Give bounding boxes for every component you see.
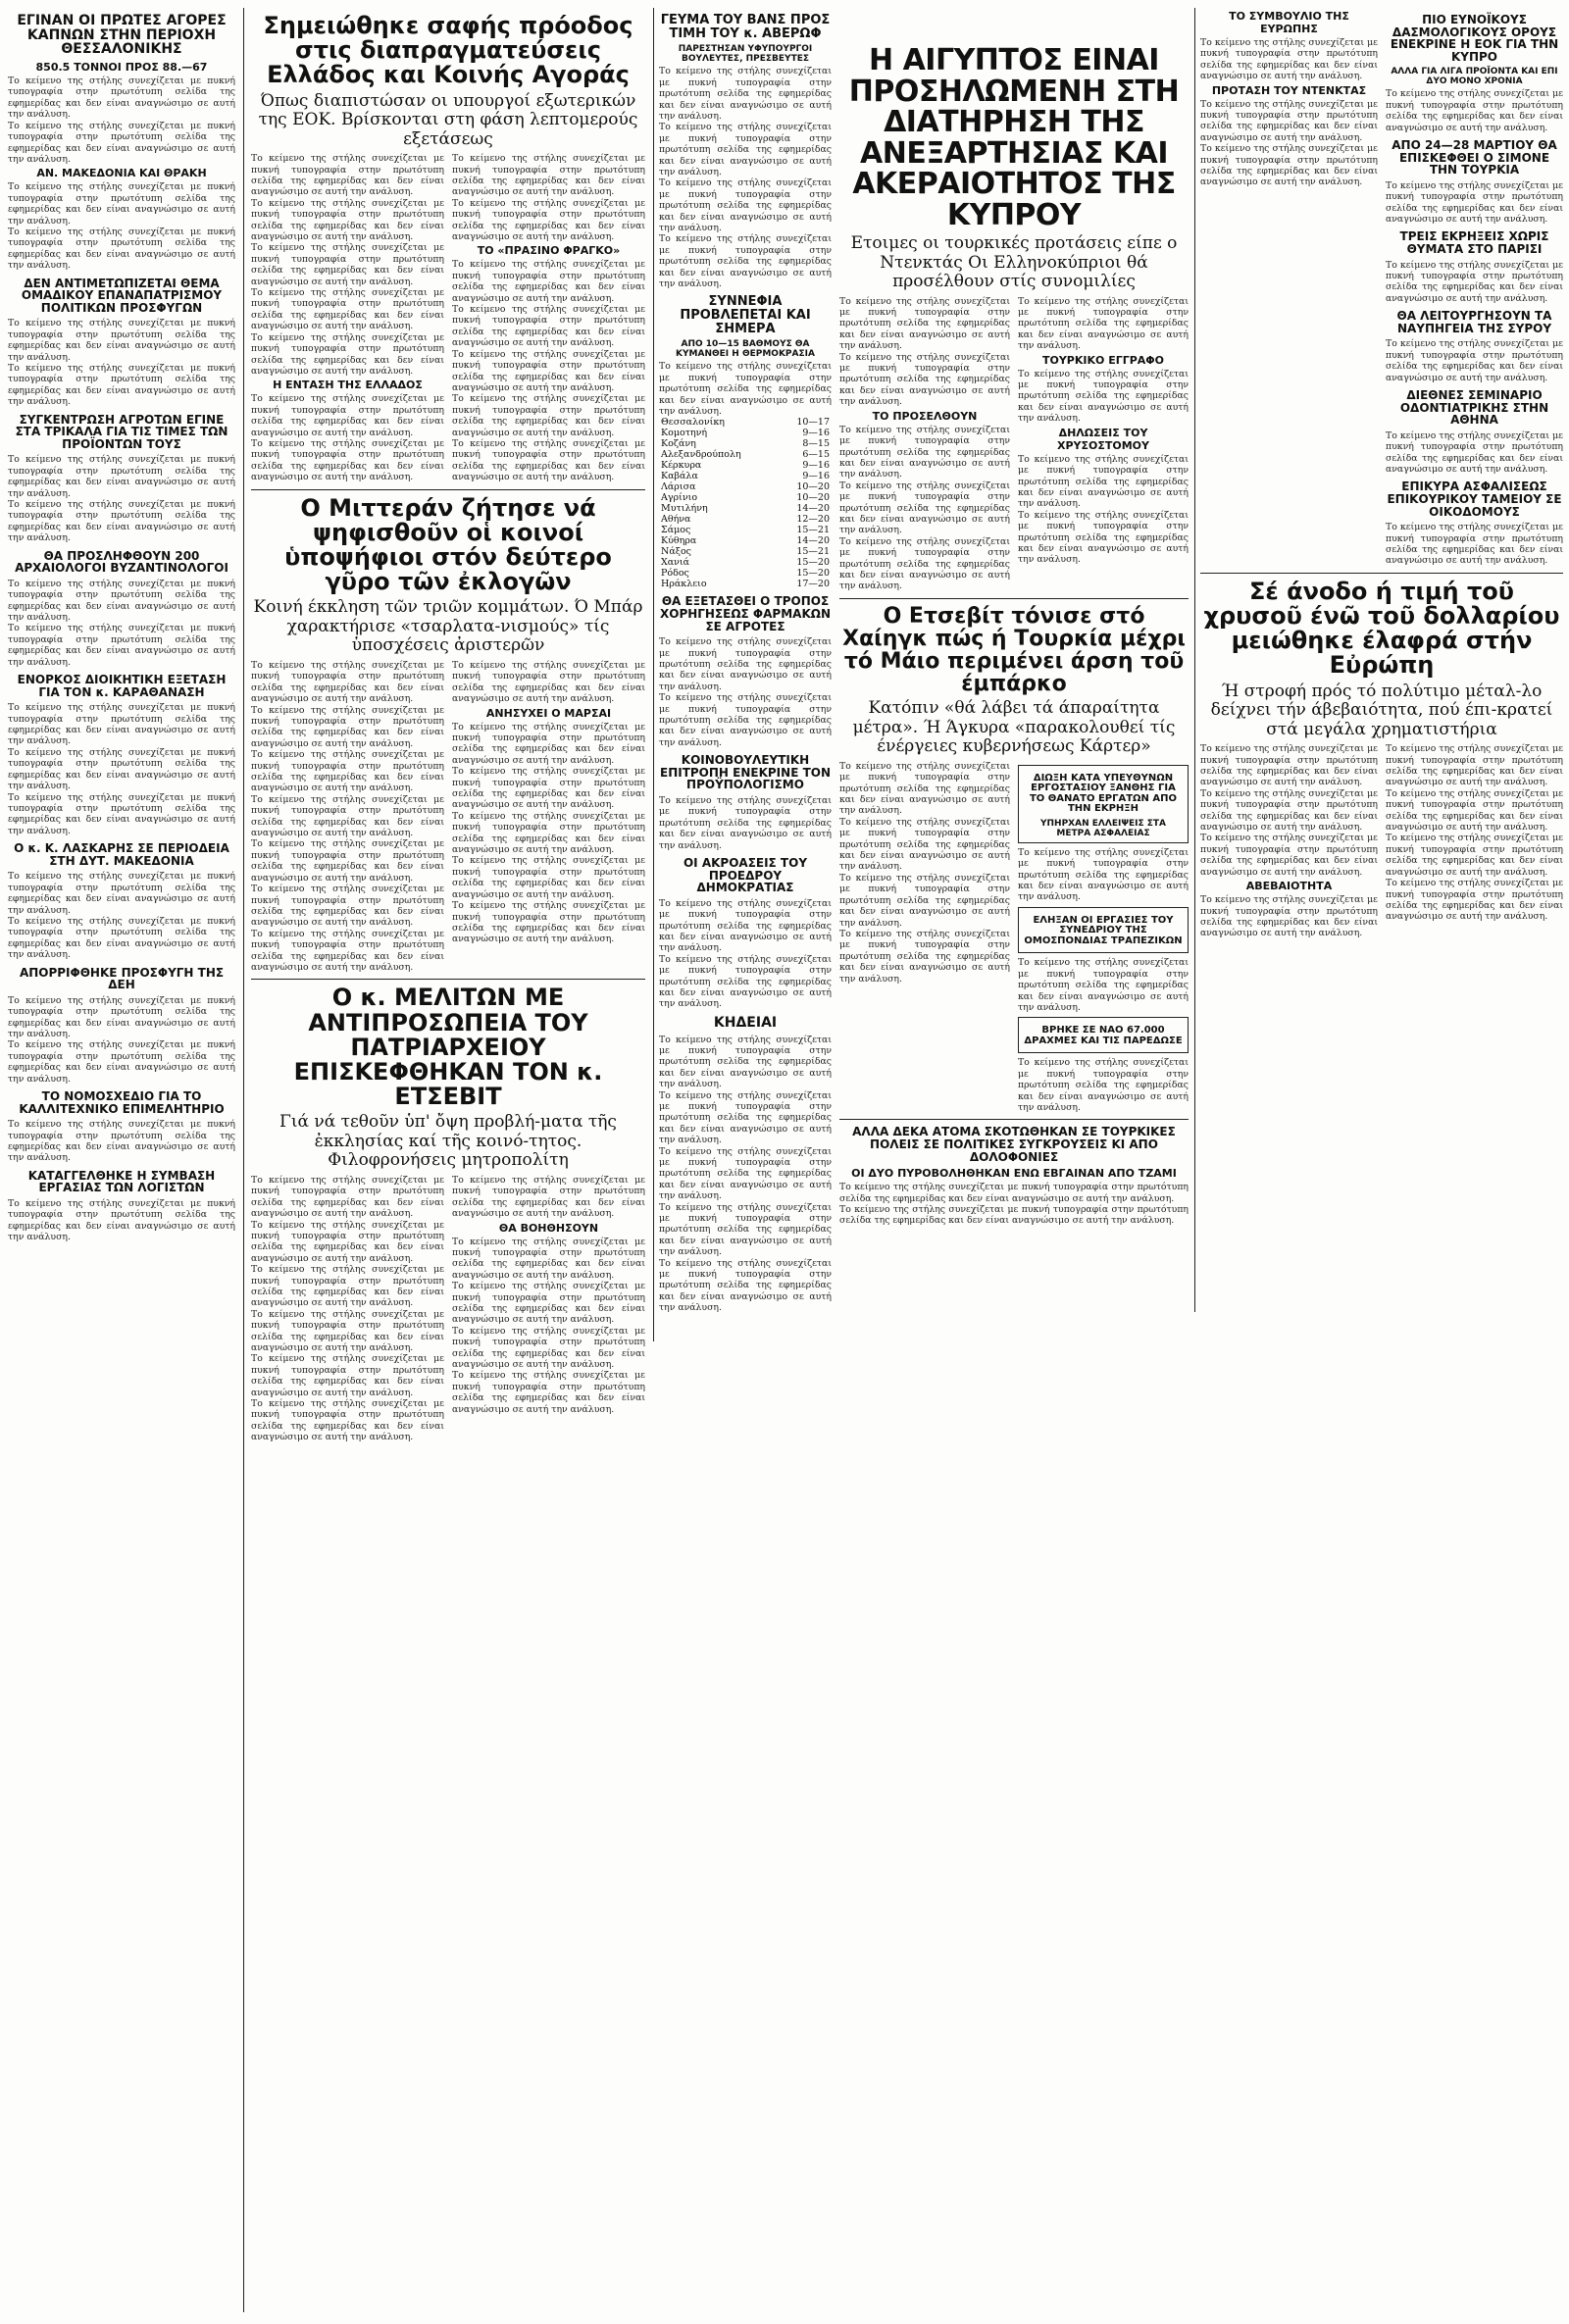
temperature-range: 9—16 xyxy=(802,471,830,482)
article-text: Το κείμενο της στήλης συνεχίζεται με πυκνή τυπογραφία στην πρωτότυπη σελίδα της εφημερίδας και δεν είναι αναγνώσιμο σε αυτή την ανάλυση. xyxy=(1386,787,1563,834)
article-text: Το κείμενο της στήλης συνεχίζεται με πυκνή τυπογραφία στην πρωτότυπη σελίδα της εφημερίδας και δεν είναι αναγνώσιμο σε αυτή την ανάλυση. xyxy=(1386,743,1563,788)
article-text: Το κείμενο της στήλης συνεχίζεται με πυκνή τυπογραφία στην πρωτότυπη σελίδα της εφημερίδας και δεν είναι αναγνώσιμο σε αυτή την ανάλυση. xyxy=(452,197,645,243)
article-text: Το κείμενο της στήλης συνεχίζεται με πυκνή τυπογραφία στην πρωτότυπη σελίδα της εφημερίδας και δεν είναι αναγνώσιμο σε αυτή την ανάλυση. xyxy=(659,233,832,289)
article-text: Το κείμενο της στήλης συνεχίζεται με πυκνή τυπογραφία στην πρωτότυπη σελίδα της εφημερίδας και δεν είναι αναγνώσιμο σε αυτή την ανάλυση. xyxy=(1386,878,1563,923)
article-text: Το κείμενο της στήλης συνεχίζεται με πυκνή τυπογραφία στην πρωτότυπη σελίδα της εφημερίδας και δεν είναι αναγνώσιμο σε αυτή την ανάλυση. xyxy=(1018,846,1189,903)
city-name: Θεσσαλονίκη xyxy=(661,417,725,429)
temperature-range: 17—20 xyxy=(796,579,830,590)
box-xanthi xyxy=(1018,765,1189,843)
article-text: Το κείμενο της στήλης συνεχίζεται με πυκνή τυπογραφία στην πρωτότυπη σελίδα της εφημερίδας και δεν είναι αναγνώσιμο σε αυτή την ανάλυση. xyxy=(1200,37,1378,82)
article-text: Το κείμενο της στήλης συνεχίζεται με πυκνή τυπογραφία στην πρωτότυπη σελίδα της εφημερίδας και δεν είναι αναγνώσιμο σε αυτή την ανάλυση. xyxy=(251,437,444,483)
temperature-row xyxy=(659,460,832,471)
article-text: Το κείμενο της στήλης συνεχίζεται με πυκνή τυπογραφία στην πρωτότυπη σελίδα της εφημερίδας και δεν είναι αναγνώσιμο σε αυτή την ανάλυση. xyxy=(1386,833,1563,878)
city-name: Νάξος xyxy=(661,546,692,558)
temperature-row xyxy=(659,535,832,546)
article-text: Το κείμενο της στήλης συνεχίζεται με πυκνή τυπογραφία στην πρωτότυπη σελίδα της εφημερίδας και δεν είναι αναγνώσιμο σε αυτή την ανάλυση. xyxy=(8,791,235,836)
subhead-help: ΘΑ ΒΟΗΘΗΣΟΥΝ xyxy=(498,1221,599,1235)
city-name: Σάμος xyxy=(661,525,691,536)
temperature-range: 15—20 xyxy=(796,568,830,580)
article-text: Το κείμενο της στήλης συνεχίζεται με πυκνή τυπογραφία στην πρωτότυπη σελίδα της εφημερίδας και δεν είναι αναγνώσιμο σε αυτή την ανάλυση. xyxy=(251,749,444,794)
article-text: Το κείμενο της στήλης συνεχίζεται με πυκνή τυπογραφία στην πρωτότυπη σελίδα της εφημερίδας και δεν είναι αναγνώσιμο σε αυτή την ανάλυση. xyxy=(659,177,832,233)
article-text: Το κείμενο της στήλης συνεχίζεται με πυκνή τυπογραφία στην πρωτότυπη σελίδα της εφημερίδας και δεν είναι αναγνώσιμο σε αυτή την ανάλυση. xyxy=(452,393,645,438)
city-name: Αγρίνιο xyxy=(661,492,698,504)
headline-eec-negotiations: Σημειώθηκε σαφής πρόοδος στις διαπραγματεύσεις Ελλάδος και Κοινής Αγοράς xyxy=(263,12,633,89)
column-rule xyxy=(243,8,244,2312)
temperature-row xyxy=(659,417,832,428)
headline-xanthi: ΔΙΩΞΗ ΚΑΤΑ ΥΠΕΥΘΥΝΩΝ ΕΡΓΟΣΤΑΣΙΟΥ ΞΑΝΘΗΣ ΓΙΑ ΤΟ ΘΑΝΑΤΟ ΕΡΓΑΤΩΝ ΑΠΟ ΤΗΝ ΕΚΡΗΞΗ xyxy=(1029,772,1177,815)
article-text: Το κείμενο της στήλης συνεχίζεται με πυκνή τυπογραφία στην πρωτότυπη σελίδα της εφημερίδας και δεν είναι αναγνώσιμο σε αυτή την ανάλυση. xyxy=(251,1398,444,1443)
subhead-mosque: ΟΙ ΔΥΟ ΠΥΡΟΒΟΛΗΘΗΚΑΝ ΕΝΩ ΕΒΓΑΙΝΑΝ ΑΠΟ ΤΖΑΜΙ xyxy=(851,1167,1177,1181)
section-rule xyxy=(251,979,645,980)
column-center-left xyxy=(251,8,645,2312)
subhead-uncertainty: ΑΒΕΒΑΙΟΤΗΤΑ xyxy=(1245,880,1333,893)
temperature-range: 9—16 xyxy=(802,460,830,472)
article-text: Το κείμενο της στήλης συνεχίζεται με πυκνή τυπογραφία στην πρωτότυπη σελίδα της εφημερίδας και δεν είναι αναγνώσιμο σε αυτή την ανάλυση. xyxy=(659,897,832,954)
article-text: Το κείμενο της στήλης συνεχίζεται με πυκνή τυπογραφία στην πρωτότυπη σελίδα της εφημερίδας και δεν είναι αναγνώσιμο σε αυτή την ανάλυση. xyxy=(8,994,235,1039)
article-text: Το κείμενο της στήλης συνεχίζεται με πυκνή τυπογραφία στην πρωτότυπη σελίδα της εφημερίδας και δεν είναι αναγνώσιμο σε αυτή την ανάλυση. xyxy=(1386,429,1563,476)
text-column xyxy=(251,153,444,482)
article-text: Το κείμενο της στήλης συνεχίζεται με πυκνή τυπογραφία στην πρωτότυπη σελίδα της εφημερίδας και δεν είναι αναγνώσιμο σε αυτή την ανάλυση. xyxy=(659,636,832,692)
text-column xyxy=(251,660,444,973)
headline-egypt-cyprus: Η ΑΙΓΥΠΤΟΣ ΕΙΝΑΙ ΠΡΟΣΗΛΩΜΕΝΗ ΣΤΗ ΔΙΑΤΗΡΗΣΗ ΤΗΣ ΑΝΕΞΑΡΤΗΣΙΑΣ ΚΑΙ ΑΚΕΡΑΙΟΤΗΤΟΣ ΤΗΣ ΚΥΠΡΟΥ xyxy=(848,43,1180,232)
temperature-range: 10—17 xyxy=(796,417,830,429)
temperature-range: 15—21 xyxy=(796,546,830,558)
subhead-turkish-document: ΤΟΥΡΚΙΚΟ ΕΓΓΡΑΦΟ xyxy=(1041,353,1164,367)
article-text: Το κείμενο της στήλης συνεχίζεται με πυκνή τυπογραφία στην πρωτότυπη σελίδα της εφημερίδας και δεν είναι αναγνώσιμο σε αυτή την ανάλυση. xyxy=(1200,743,1378,788)
city-name: Κομοτηνή xyxy=(661,428,708,439)
headline-archaeologists: ΘΑ ΠΡΟΣΛΗΦΘΟΥΝ 200 ΑΡΧΑΙΟΛΟΓΟΙ ΒΥΖΑΝΤΙΝΟΛΟΓΟΙ xyxy=(15,548,228,576)
article-text: Το κείμενο της στήλης συνεχίζεται με πυκνή τυπογραφία στην πρωτότυπη σελίδα της εφημερίδας και δεν είναι αναγνώσιμο σε αυτή την ανάλυση. xyxy=(659,361,832,417)
temperature-row xyxy=(659,471,832,481)
article-text: Το κείμενο της στήλης συνεχίζεται με πυκνή τυπογραφία στην πρωτότυπη σελίδα της εφημερίδας και δεν είναι αναγνώσιμο σε αυτή την ανάλυση. xyxy=(8,702,235,747)
subhead-vance: ΠΑΡΕΣΤΗΣΑΝ ΥΦΥΠΟΥΡΓΟΙ ΒΟΥΛΕΥΤΕΣ, ΠΡΕΣΒΕΥΤΕΣ xyxy=(678,44,813,65)
temperature-range: 6—15 xyxy=(802,449,830,461)
box-found-money xyxy=(1018,1017,1189,1053)
subhead-weather: ΑΠΟ 10—15 ΒΑΘΜΟΥΣ ΘΑ ΚΥΜΑΝΘΕΙ Η ΘΕΡΜΟΚΡΑΣΙΑ xyxy=(676,339,815,360)
article-text: Το κείμενο της στήλης συνεχίζεται με πυκνή τυπογραφία στην πρωτότυπη σελίδα της εφημερίδας και δεν είναι αναγνώσιμο σε αυτή την ανάλυση. xyxy=(452,1370,645,1415)
article-text: Το κείμενο της στήλης συνεχίζεται με πυκνή τυπογραφία στην πρωτότυπη σελίδα της εφημερίδας και δεν είναι αναγνώσιμο σε αυτή την ανάλυση. xyxy=(659,1257,832,1314)
text-column xyxy=(1200,8,1378,567)
article-text: Το κείμενο της στήλης συνεχίζεται με πυκνή τυπογραφία στην πρωτότυπη σελίδα της εφημερίδας και δεν είναι αναγνώσιμο σε αυτή την ανάλυση. xyxy=(8,871,235,916)
headline-found-money: ΒΡΗΚΕ ΣΕ ΝΑΟ 67.000 ΔΡΑΧΜΕΣ ΚΑΙ ΤΙΣ ΠΑΡΕΔΩΣΕ xyxy=(1024,1025,1183,1046)
article-columns xyxy=(839,296,1189,592)
city-name: Κοζάνη xyxy=(661,438,696,450)
article-text: Το κείμενο της στήλης συνεχίζεται με πυκνή τυπογραφία στην πρωτότυπη σελίδα της εφημερίδας και δεν είναι αναγνώσιμο σε αυτή την ανάλυση. xyxy=(1386,88,1563,133)
article-text: Το κείμενο της στήλης συνεχίζεται με πυκνή τυπογραφία στην πρωτότυπη σελίδα της εφημερίδας και δεν είναι αναγνώσιμο σε αυτή την ανάλυση. xyxy=(659,66,832,122)
headline-weather: ΣΥΝΝΕΦΙΑ ΠΡΟΒΛΕΠΕΤΑΙ ΚΑΙ ΣΗΜΕΡΑ xyxy=(680,294,811,336)
temperature-row xyxy=(659,481,832,492)
article-text: Το κείμενο της στήλης συνεχίζεται με πυκνή τυπογραφία στην πρωτότυπη σελίδα της εφημερίδας και δεν είναι αναγνώσιμο σε αυτή την ανάλυση. xyxy=(251,1264,444,1309)
article-text: Το κείμενο της στήλης συνεχίζεται με πυκνή τυπογραφία στην πρωτότυπη σελίδα της εφημερίδας και δεν είναι αναγνώσιμο σε αυτή την ανάλυση. xyxy=(1386,338,1563,383)
temperature-range: 15—20 xyxy=(796,557,830,569)
article-text: Το κείμενο της στήλης συνεχίζεται με πυκνή τυπογραφία στην πρωτότυπη σελίδα της εφημερίδας και δεν είναι αναγνώσιμο σε αυτή την ανάλυση. xyxy=(452,1236,645,1281)
article-text: Το κείμενο της στήλης συνεχίζεται με πυκνή τυπογραφία στην πρωτότυπη σελίδα της εφημερίδας και δεν είναι αναγνώσιμο σε αυτή την ανάλυση. xyxy=(839,535,1010,592)
column-rule xyxy=(1194,8,1195,1312)
temperature-row xyxy=(659,492,832,503)
article-text: Το κείμενο της στήλης συνεχίζεται με πυκνή τυπογραφία στην πρωτότυπη σελίδα της εφημερίδας και δεν είναι αναγνώσιμο σε αυτή την ανάλυση. xyxy=(1200,833,1378,878)
headline-mitterrand: Ο Μιττεράν ζήτησε νά ψηφισθοῦν οἱ κοινοί ὑποψήφιοι στόν δεύτερο γῦρο τῶν ἐκλογῶν xyxy=(284,493,612,596)
temperature-range: 15—21 xyxy=(796,525,830,536)
headline-farmers: ΣΥΓΚΕΝΤΡΩΣΗ ΑΓΡΟΤΩΝ ΕΓΙΝΕ ΣΤΑ ΤΡΙΚΑΛΑ ΓΙΑ ΤΙΣ ΤΙΜΕΣ ΤΩΝ ΠΡΟΪΟΝΤΩΝ ΤΟΥΣ xyxy=(15,412,228,451)
text-column xyxy=(1386,743,1563,939)
deck-gold: Ή στροφή πρός τό πολύτιμο μέταλ-λο δείχνει τήν άβεβαιότητα, πού έπι-κρατεί στά μεγάλα χρηματιστήρια xyxy=(1210,681,1553,739)
temperature-range: 10—20 xyxy=(796,492,830,504)
subhead-marchais: ΑΝΗΣΥΧΕΙ Ο ΜΑΡΣΑΙ xyxy=(485,706,612,720)
headline-laskaris: Ο κ. Κ. ΛΑΣΚΑΡΗΣ ΣΕ ΠΕΡΙΟΔΕΙΑ ΣΤΗ ΔΥΤ. ΜΑΚΕΔΟΝΙΑ xyxy=(14,841,229,868)
headline-president-audiences: ΟΙ ΑΚΡΟΑΣΕΙΣ ΤΟΥ ΠΡΟΕΔΡΟΥ ΔΗΜΟΚΡΑΤΙΑΣ xyxy=(683,856,808,895)
column-center xyxy=(659,8,832,2312)
article-columns xyxy=(251,1175,645,1443)
headline-dental-seminar: ΔΙΕΘΝΕΣ ΣΕΜΙΝΑΡΙΟ ΟΔΟΝΤΙΑΤΡΙΚΗΣ ΣΤΗΝ ΑΘΗΝΑ xyxy=(1399,388,1549,428)
temperature-row xyxy=(659,503,832,514)
city-name: Κύθηρα xyxy=(661,535,697,547)
article-text: Το κείμενο της στήλης συνεχίζεται με πυκνή τυπογραφία στην πρωτότυπη σελίδα της εφημερίδας και δεν είναι αναγνώσιμο σε αυτή την ανάλυση. xyxy=(8,623,235,668)
article-text: Το κείμενο της στήλης συνεχίζεται με πυκνή τυπογραφία στην πρωτότυπη σελίδα της εφημερίδας και δεν είναι αναγνώσιμο σε αυτή την ανάλυση. xyxy=(8,499,235,544)
temperature-range: 14—20 xyxy=(796,503,830,515)
headline-medicines: ΘΑ ΕΞΕΤΑΣΘΕΙ Ο ΤΡΟΠΟΣ ΧΟΡΗΓΗΣΕΩΣ ΦΑΡΜΑΚΩΝ ΣΕ ΑΓΡΟΤΕΣ xyxy=(659,594,831,633)
headline-paris-explosions: ΤΡΕΙΣ ΕΚΡΗΞΕΙΣ ΧΩΡΙΣ ΘΥΜΑΤΑ ΣΤΟ ΠΑΡΙΣΙ xyxy=(1399,229,1549,256)
text-column xyxy=(251,1175,444,1443)
article-text: Το κείμενο της στήλης συνεχίζεται με πυκνή τυπογραφία στην πρωτότυπη σελίδα της εφημερίδας και δεν είναι αναγνώσιμο σε αυτή την ανάλυση. xyxy=(1200,894,1378,939)
text-column xyxy=(1018,296,1189,592)
article-text: Το κείμενο της στήλης συνεχίζεται με πυκνή τυπογραφία στην πρωτότυπη σελίδα της εφημερίδας και δεν είναι αναγνώσιμο σε αυτή την ανάλυση. xyxy=(659,122,832,177)
temperature-row xyxy=(659,525,832,535)
city-name: Ρόδος xyxy=(661,568,689,580)
subhead-proselthoun: ΤΟ ΠΡΟΣΕΛΘΟΥΝ xyxy=(872,409,978,423)
article-text: Το κείμενο της στήλης συνεχίζεται με πυκνή τυπογραφία στην πρωτότυπη σελίδα της εφημερίδας και δεν είναι αναγνώσιμο σε αυτή την ανάλυση. xyxy=(251,838,444,884)
article-text: Το κείμενο της στήλης συνεχίζεται με πυκνή τυπογραφία στην πρωτότυπη σελίδα της εφημερίδας και δεν είναι αναγνώσιμο σε αυτή την ανάλυση. xyxy=(1386,522,1563,567)
article-text: Το κείμενο της στήλης συνεχίζεται με πυκνή τυπογραφία στην πρωτότυπη σελίδα της εφημερίδας και δεν είναι αναγνώσιμο σε αυτή την ανάλυση. xyxy=(8,746,235,792)
headline-turkey-violence: ΑΛΛΑ ΔΕΚΑ ΑΤΟΜΑ ΣΚΟΤΩΘΗΚΑΝ ΣΕ ΤΟΥΡΚΙΚΕΣ ΠΟΛΕΙΣ ΣΕ ΠΟΛΙΤΙΚΕΣ ΣΥΓΚΡΟΥΣΕΙΣ ΚΙ ΑΠΟ ΔΟΛΟΦΟΝΙΕΣ xyxy=(852,1125,1176,1164)
headline-refugees: ΔΕΝ ΑΝΤΙΜΕΤΩΠΙΖΕΤΑΙ ΘΕΜΑ ΟΜΑΔΙΚΟΥ ΕΠΑΝΑΠΑΤΡΙΣΜΟΥ ΠΟΛΙΤΙΚΩΝ ΠΡΟΣΦΥΓΩΝ xyxy=(21,276,223,315)
headline-arts-chamber: ΤΟ ΝΟΜΟΣΧΕΔΙΟ ΓΙΑ ΤΟ ΚΑΛΛΙΤΕΧΝΙΚΟ ΕΠΙΜΕΛΗΤΗΡΙΟ xyxy=(19,1089,225,1116)
article-text: Το κείμενο της στήλης συνεχίζεται με πυκνή τυπογραφία στην πρωτότυπη σελίδα της εφημερίδας και δεν είναι αναγνώσιμο σε αυτή την ανάλυση. xyxy=(8,226,235,272)
city-name: Αθήνα xyxy=(661,514,691,526)
article-text: Το κείμενο της στήλης συνεχίζεται με πυκνή τυπογραφία στην πρωτότυπη σελίδα της εφημερίδας και δεν είναι αναγνώσιμο σε αυτή την ανάλυση. xyxy=(839,1182,1189,1204)
article-text: Το κείμενο της στήλης συνεχίζεται με πυκνή τυπογραφία στην πρωτότυπη σελίδα της εφημερίδας και δεν είναι αναγνώσιμο σε αυτή την ανάλυση. xyxy=(452,855,645,900)
subhead-tobacco: 850.5 ΤΟΝΝΟΙ ΠΡΟΣ 88.—67 xyxy=(35,61,208,75)
article-text: Το κείμενο της στήλης συνεχίζεται με πυκνή τυπογραφία στην πρωτότυπη σελίδα της εφημερίδας και δεν είναι αναγνώσιμο σε αυτή την ανάλυση. xyxy=(452,259,645,304)
headline-bank-congress: ΕΛΗΞΑΝ ΟΙ ΕΡΓΑΣΙΕΣ ΤΟΥ ΣΥΝΕΔΡΙΟΥ ΤΗΣ ΟΜΟΣΠΟΝΔΙΑΣ ΤΡΑΠΕΖΙΚΩΝ xyxy=(1024,914,1183,946)
article-text: Το κείμενο της στήλης συνεχίζεται με πυκνή τυπογραφία στην πρωτότυπη σελίδα της εφημερίδας και δεν είναι αναγνώσιμο σε αυτή την ανάλυση. xyxy=(452,1325,645,1371)
article-text: Το κείμενο της στήλης συνεχίζεται με πυκνή τυπογραφία στην πρωτότυπη σελίδα της εφημερίδας και δεν είναι αναγνώσιμο σε αυτή την ανάλυση. xyxy=(839,480,1010,536)
headline-syros-shipyards: ΘΑ ΛΕΙΤΟΥΡΓΗΣΟΥΝ ΤΑ ΝΑΥΠΗΓΕΙΑ ΤΗΣ ΣΥΡΟΥ xyxy=(1396,309,1552,335)
article-text: Το κείμενο της στήλης συνεχίζεται με πυκνή τυπογραφία στην πρωτότυπη σελίδα της εφημερίδας και δεν είναι αναγνώσιμο σε αυτή την ανάλυση. xyxy=(1200,143,1378,188)
text-column xyxy=(839,761,1010,1114)
article-text: Το κείμενο της στήλης συνεχίζεται με πυκνή τυπογραφία στην πρωτότυπη σελίδα της εφημερίδας και δεν είναι αναγνώσιμο σε αυτή την ανάλυση. xyxy=(1018,509,1189,566)
headline-accountants: ΚΑΤΑΓΓΕΛΘΗΚΕ Η ΣΥΜΒΑΣΗ ΕΡΓΑΣΙΑΣ ΤΩΝ ΛΟΓΙΣΤΩΝ xyxy=(27,1168,216,1195)
subhead-chrysostomos: ΔΗΛΩΣΕΙΣ ΤΟΥ ΧΡΥΣΟΣΤΟΜΟΥ xyxy=(1056,426,1149,452)
article-text: Το κείμενο της στήλης συνεχίζεται με πυκνή τυπογραφία στην πρωτότυπη σελίδα της εφημερίδας και δεν είναι αναγνώσιμο σε αυτή την ανάλυση. xyxy=(452,766,645,811)
article-text: Το κείμενο της στήλης συνεχίζεται με πυκνή τυπογραφία στην πρωτότυπη σελίδα της εφημερίδας και δεν είναι αναγνώσιμο σε αυτή την ανάλυση. xyxy=(8,318,235,363)
article-text: Το κείμενο της στήλης συνεχίζεται με πυκνή τυπογραφία στην πρωτότυπη σελίδα της εφημερίδας και δεν είναι αναγνώσιμο σε αυτή την ανάλυση. xyxy=(1018,368,1189,425)
deck-mitterrand: Κοινή έκκληση τῶν τριῶν κομμάτων. Ό Μπάρ χαρακτήρισε «τσαρλατα-νισμούς» τίς ὑποσχέσεις ἀριστερῶν xyxy=(253,597,643,656)
text-column xyxy=(1018,761,1189,1114)
headline-builders-fund: ΕΠΙΚΥΡΑ ΑΣΦΑΛΙΣΕΩΣ ΕΠΙΚΟΥΡΙΚΟΥ ΤΑΜΕΙΟΥ ΣΕ ΟΙΚΟΔΟΜΟΥΣ xyxy=(1387,480,1562,519)
headline-budget: ΚΟΙΝΟΒΟΥΛΕΥΤΙΚΗ ΕΠΙΤΡΟΠΗ ΕΝΕΚΡΙΝΕ ΤΟΝ ΠΡΟΫΠΟΛΟΓΙΣΜΟ xyxy=(660,753,831,792)
article-columns xyxy=(839,761,1189,1114)
article-columns xyxy=(251,660,645,973)
article-text: Το κείμενο της στήλης συνεχίζεται με πυκνή τυπογραφία στην πρωτότυπη σελίδα της εφημερίδας και δεν είναι αναγνώσιμο σε αυτή την ανάλυση. xyxy=(251,928,444,973)
article-text: Το κείμενο της στήλης συνεχίζεται με πυκνή τυπογραφία στην πρωτότυπη σελίδα της εφημερίδας και δεν είναι αναγνώσιμο σε αυτή την ανάλυση. xyxy=(251,704,444,749)
headline-meliton: Ο κ. ΜΕΛΙΤΩΝ ΜΕ ΑΝΤΙΠΡΟΣΩΠΕΙΑ ΤΟΥ ΠΑΤΡΙΑΡΧΕΙΟΥ ΕΠΙΣΚΕΦΘΗΚΑΝ ΤΟΝ κ. ΕΤΣΕΒΙΤ xyxy=(293,984,603,1111)
section-rule xyxy=(839,598,1189,599)
article-text: Το κείμενο της στήλης συνεχίζεται με πυκνή τυπογραφία στην πρωτότυπη σελίδα της εφημερίδας και δεν είναι αναγνώσιμο σε αυτή την ανάλυση. xyxy=(8,120,235,165)
temperature-range: 10—20 xyxy=(796,481,830,493)
article-text: Το κείμενο της στήλης συνεχίζεται με πυκνή τυπογραφία στην πρωτότυπη σελίδα της εφημερίδας και δεν είναι αναγνώσιμο σε αυτή την ανάλυση. xyxy=(839,928,1010,985)
article-text: Το κείμενο της στήλης συνεχίζεται με πυκνή τυπογραφία στην πρωτότυπη σελίδα της εφημερίδας και δεν είναι αναγνώσιμο σε αυτή την ανάλυση. xyxy=(251,197,444,243)
article-text: Το κείμενο της στήλης συνεχίζεται με πυκνή τυπογραφία στην πρωτότυπη σελίδα της εφημερίδας και δεν είναι αναγνώσιμο σε αυτή την ανάλυση. xyxy=(1018,1057,1189,1113)
temperature-row xyxy=(659,557,832,568)
headline-tobacco: ΕΓΙΝΑΝ ΟΙ ΠΡΩΤΕΣ ΑΓΟΡΕΣ ΚΑΠΝΩΝ ΣΤΗΝ ΠΕΡΙΟΧΗ ΘΕΣΣΑΛΟΝΙΚΗΣ xyxy=(17,13,227,58)
city-name: Κέρκυρα xyxy=(661,460,702,472)
city-name: Καβάλα xyxy=(661,471,698,482)
section-label: ΑΝ. ΜΑΚΕΔΟΝΙΑ ΚΑΙ ΘΡΑΚΗ xyxy=(36,167,207,180)
article-text: Το κείμενο της στήλης συνεχίζεται με πυκνή τυπογραφία στην πρωτότυπη σελίδα της εφημερίδας και δεν είναι αναγνώσιμο σε αυτή την ανάλυση. xyxy=(839,351,1010,408)
text-column xyxy=(1386,8,1563,567)
article-text: Το κείμενο της στήλης συνεχίζεται με πυκνή τυπογραφία στην πρωτότυπη σελίδα της εφημερίδας και δεν είναι αναγνώσιμο σε αυτή την ανάλυση. xyxy=(8,362,235,408)
article-text: Το κείμενο της στήλης συνεχίζεται με πυκνή τυπογραφία στην πρωτότυπη σελίδα της εφημερίδας και δεν είναι αναγνώσιμο σε αυτή την ανάλυση. xyxy=(659,1145,832,1202)
article-text: Το κείμενο της στήλης συνεχίζεται με πυκνή τυπογραφία στην πρωτότυπη σελίδα της εφημερίδας και δεν είναι αναγνώσιμο σε αυτή την ανάλυση. xyxy=(8,181,235,227)
subhead-xanthi: ΥΠΗΡΧΑΝ ΕΛΛΕΙΨΕΙΣ ΣΤΑ ΜΕΤΡΑ ΑΣΦΑΛΕΙΑΣ xyxy=(1040,818,1166,838)
article-text: Το κείμενο της στήλης συνεχίζεται με πυκνή τυπογραφία στην πρωτότυπη σελίδα της εφημερίδας και δεν είναι αναγνώσιμο σε αυτή την ανάλυση. xyxy=(8,1198,235,1243)
article-text: Το κείμενο της στήλης συνεχίζεται με πυκνή τυπογραφία στην πρωτότυπη σελίδα της εφημερίδας και δεν είναι αναγνώσιμο σε αυτή την ανάλυση. xyxy=(1018,453,1189,510)
article-text: Το κείμενο της στήλης συνεχίζεται με πυκνή τυπογραφία στην πρωτότυπη σελίδα της εφημερίδας και δεν είναι αναγνώσιμο σε αυτή την ανάλυση. xyxy=(8,454,235,499)
deck-denktash: Ετοιμες οι τουρκικές προτάσεις είπε ο Ντενκτάς Οι Ελληνοκύπριοι θά προσέλθουν στίς συνομιλίες xyxy=(850,233,1178,292)
temperature-row xyxy=(659,449,832,460)
headline-eec-cyprus: ΠΙΟ ΕΥΝΟΪΚΟΥΣ ΔΑΣΜΟΛΟΓΙΚΟΥΣ ΟΡΟΥΣ ΕΝΕΚΡΙΝΕ Η ΕΟΚ ΓΙΑ ΤΗΝ ΚΥΠΡΟ xyxy=(1390,13,1559,64)
article-text: Το κείμενο της στήλης συνεχίζεται με πυκνή τυπογραφία στην πρωτότυπη σελίδα της εφημερίδας και δεν είναι αναγνώσιμο σε αυτή την ανάλυση. xyxy=(1018,295,1189,352)
text-column xyxy=(452,660,645,973)
article-text: Το κείμενο της στήλης συνεχίζεται με πυκνή τυπογραφία στην πρωτότυπη σελίδα της εφημερίδας και δεν είναι αναγνώσιμο σε αυτή την ανάλυση. xyxy=(1200,98,1378,143)
temperature-range: 9—16 xyxy=(802,428,830,439)
article-text: Το κείμενο της στήλης συνεχίζεται με πυκνή τυπογραφία στην πρωτότυπη σελίδα της εφημερίδας και δεν είναι αναγνώσιμο σε αυτή την ανάλυση. xyxy=(251,242,444,287)
article-text: Το κείμενο της στήλης συνεχίζεται με πυκνή τυπογραφία στην πρωτότυπη σελίδα της εφημερίδας και δεν είναι αναγνώσιμο σε αυτή την ανάλυση. xyxy=(839,872,1010,929)
article-text: Το κείμενο της στήλης συνεχίζεται με πυκνή τυπογραφία στην πρωτότυπη σελίδα της εφημερίδας και δεν είναι αναγνώσιμο σε αυτή την ανάλυση. xyxy=(839,295,1010,352)
subhead-green-franc: ΤΟ «ΠΡΑΣΙΝΟ ΦΡΑΓΚΟ» xyxy=(477,244,621,258)
city-name: Χανιά xyxy=(661,557,690,569)
temperature-range: 8—15 xyxy=(802,438,830,450)
article-text: Το κείμενο της στήλης συνεχίζεται με πυκνή τυπογραφία στην πρωτότυπη σελίδα της εφημερίδας και δεν είναι αναγνώσιμο σε αυτή την ανάλυση. xyxy=(452,437,645,483)
article-text: Το κείμενο της στήλης συνεχίζεται με πυκνή τυπογραφία στην πρωτότυπη σελίδα της εφημερίδας και δεν είναι αναγνώσιμο σε αυτή την ανάλυση. xyxy=(659,1089,832,1146)
temperature-row xyxy=(659,428,832,438)
box-bank-employees xyxy=(1018,907,1189,954)
article-text: Το κείμενο της στήλης συνεχίζεται με πυκνή τυπογραφία στην πρωτότυπη σελίδα της εφημερίδας και δεν είναι αναγνώσιμο σε αυτή την ανάλυση. xyxy=(452,659,645,705)
article-text: Το κείμενο της στήλης συνεχίζεται με πυκνή τυπογραφία στην πρωτότυπη σελίδα της εφημερίδας και δεν είναι αναγνώσιμο σε αυτή την ανάλυση. xyxy=(251,659,444,705)
section-rule xyxy=(1200,573,1563,574)
article-text: Το κείμενο της στήλης συνεχίζεται με πυκνή τυπογραφία στην πρωτότυπη σελίδα της εφημερίδας και δεν είναι αναγνώσιμο σε αυτή την ανάλυση. xyxy=(839,1204,1189,1227)
deck-ecevit: Κατόπιν «θά λάβει τά άπαραίτητα μέτρα». Ή Άγκυρα «παρακολουθεί τίς ένέργειες κυβερνήσεως Κάρτερ» xyxy=(852,698,1176,757)
article-text: Το κείμενο της στήλης συνεχίζεται με πυκνή τυπογραφία στην πρωτότυπη σελίδα της εφημερίδας και δεν είναι αναγνώσιμο σε αυτή την ανάλυση. xyxy=(452,721,645,766)
article-text: Το κείμενο της στήλης συνεχίζεται με πυκνή τυπογραφία στην πρωτότυπη σελίδα της εφημερίδας και δεν είναι αναγνώσιμο σε αυτή την ανάλυση. xyxy=(839,760,1010,817)
city-name: Ηράκλειο xyxy=(661,579,707,590)
article-text: Το κείμενο της στήλης συνεχίζεται με πυκνή τυπογραφία στην πρωτότυπη σελίδα της εφημερίδας και δεν είναι αναγνώσιμο σε αυτή την ανάλυση. xyxy=(659,1201,832,1258)
text-column xyxy=(839,296,1010,592)
article-text: Το κείμενο της στήλης συνεχίζεται με πυκνή τυπογραφία στην πρωτότυπη σελίδα της εφημερίδας και δεν είναι αναγνώσιμο σε αυτή την ανάλυση. xyxy=(659,692,832,748)
column-lead xyxy=(839,8,1189,2312)
city-name: Αλεξανδρούπολη xyxy=(661,449,741,461)
temperature-table xyxy=(659,417,832,589)
headline-inquiry: ΕΝΟΡΚΟΣ ΔΙΟΙΚΗΤΙΚΗ ΕΞΕΤΑΣΗ ΓΙΑ ΤΟΝ κ. ΚΑΡΑΘΑΝΑΣΗ xyxy=(17,673,227,699)
temperature-row xyxy=(659,579,832,589)
article-text: Το κείμενο της στήλης συνεχίζεται με πυκνή τυπογραφία στην πρωτότυπη σελίδα της εφημερίδας και δεν είναι αναγνώσιμο σε αυτή την ανάλυση. xyxy=(251,1353,444,1398)
article-text: Το κείμενο της στήλης συνεχίζεται με πυκνή τυπογραφία στην πρωτότυπη σελίδα της εφημερίδας και δεν είναι αναγνώσιμο σε αυτή την ανάλυση. xyxy=(452,153,645,198)
temperature-row xyxy=(659,514,832,525)
article-text: Το κείμενο της στήλης συνεχίζεται με πυκνή τυπογραφία στην πρωτότυπη σελίδα της εφημερίδας και δεν είναι αναγνώσιμο σε αυτή την ανάλυση. xyxy=(8,1039,235,1085)
article-text: Το κείμενο της στήλης συνεχίζεται με πυκνή τυπογραφία στην πρωτότυπη σελίδα της εφημερίδας και δεν είναι αναγνώσιμο σε αυτή την ανάλυση. xyxy=(659,794,832,851)
article-text: Το κείμενο της στήλης συνεχίζεται με πυκνή τυπογραφία στην πρωτότυπη σελίδα της εφημερίδας και δεν είναι αναγνώσιμο σε αυτή την ανάλυση. xyxy=(251,331,444,377)
article-text: Το κείμενο της στήλης συνεχίζεται με πυκνή τυπογραφία στην πρωτότυπη σελίδα της εφημερίδας και δεν είναι αναγνώσιμο σε αυτή την ανάλυση. xyxy=(452,1281,645,1326)
city-name: Μυτιλήνη xyxy=(661,503,708,515)
column-rule xyxy=(653,8,654,1341)
subhead-greece: Η ΕΝΤΑΣΗ ΤΗΣ ΕΛΛΑΔΟΣ xyxy=(273,379,423,392)
right-top xyxy=(1200,8,1563,567)
article-text: Το κείμενο της στήλης συνεχίζεται με πυκνή τυπογραφία στην πρωτότυπη σελίδα της εφημερίδας και δεν είναι αναγνώσιμο σε αυτή την ανάλυση. xyxy=(452,304,645,349)
article-text: Το κείμενο της στήλης συνεχίζεται με πυκνή τυπογραφία στην πρωτότυπη σελίδα της εφημερίδας και δεν είναι αναγνώσιμο σε αυτή την ανάλυση. xyxy=(659,1034,832,1090)
headline-vance-dinner: ΓΕΥΜΑ ΤΟΥ ΒΑΝΣ ΠΡΟΣ ΤΙΜΗ ΤΟΥ κ. ΑΒΕΡΩΦ xyxy=(660,13,831,41)
article-text: Το κείμενο της στήλης συνεχίζεται με πυκνή τυπογραφία στην πρωτότυπη σελίδα της εφημερίδας και δεν είναι αναγνώσιμο σε αυτή την ανάλυση. xyxy=(1018,957,1189,1013)
temperature-row xyxy=(659,438,832,449)
article-text: Το κείμενο της στήλης συνεχίζεται με πυκνή τυπογραφία στην πρωτότυπη σελίδα της εφημερίδας και δεν είναι αναγνώσιμο σε αυτή την ανάλυση. xyxy=(251,287,444,332)
article-text: Το κείμενο της στήλης συνεχίζεται με πυκνή τυπογραφία στην πρωτότυπη σελίδα της εφημερίδας και δεν είναι αναγνώσιμο σε αυτή την ανάλυση. xyxy=(251,884,444,929)
article-columns xyxy=(251,153,645,482)
article-text: Το κείμενο της στήλης συνεχίζεται με πυκνή τυπογραφία στην πρωτότυπη σελίδα της εφημερίδας και δεν είναι αναγνώσιμο σε αυτή την ανάλυση. xyxy=(1386,259,1563,304)
temperature-row xyxy=(659,546,832,557)
article-text: Το κείμενο της στήλης συνεχίζεται με πυκνή τυπογραφία στην πρωτότυπη σελίδα της εφημερίδας και δεν είναι αναγνώσιμο σε αυτή την ανάλυση. xyxy=(251,1219,444,1264)
headline-funerals: ΚΗΔΕΙΑΙ xyxy=(713,1014,778,1031)
article-text: Το κείμενο της στήλης συνεχίζεται με πυκνή τυπογραφία στην πρωτότυπη σελίδα της εφημερίδας και δεν είναι αναγνώσιμο σε αυτή την ανάλυση. xyxy=(839,424,1010,480)
article-text: Το κείμενο της στήλης συνεχίζεται με πυκνή τυπογραφία στην πρωτότυπη σελίδα της εφημερίδας και δεν είναι αναγνώσιμο σε αυτή την ανάλυση. xyxy=(251,1308,444,1354)
city-name: Λάρισα xyxy=(661,481,696,493)
article-text: Το κείμενο της στήλης συνεχίζεται με πυκνή τυπογραφία στην πρωτότυπη σελίδα της εφημερίδας και δεν είναι αναγνώσιμο σε αυτή την ανάλυση. xyxy=(1200,787,1378,834)
deck-meliton: Γιά νά τεθοῦν ὑπ' ὄψη προβλή-ματα τῆς ἐκκλησίας καί τῆς κοινό-τητος. Φιλοφρονήσεις μητροπολίτη xyxy=(279,1112,617,1171)
article-text: Το κείμενο της στήλης συνεχίζεται με πυκνή τυπογραφία στην πρωτότυπη σελίδα της εφημερίδας και δεν είναι αναγνώσιμο σε αυτή την ανάλυση. xyxy=(251,153,444,198)
article-text: Το κείμενο της στήλης συνεχίζεται με πυκνή τυπογραφία στην πρωτότυπη σελίδα της εφημερίδας και δεν είναι αναγνώσιμο σε αυτή την ανάλυση. xyxy=(251,393,444,438)
temperature-row xyxy=(659,568,832,579)
headline-simone: ΑΠΟ 24—28 ΜΑΡΤΙΟΥ ΘΑ ΕΠΙΣΚΕΦΘΕΙ Ο ΣΙΜΟΝΕ ΤΗΝ ΤΟΥΡΚΙΑ xyxy=(1392,138,1557,177)
article-text: Το κείμενο της στήλης συνεχίζεται με πυκνή τυπογραφία στην πρωτότυπη σελίδα της εφημερίδας και δεν είναι αναγνώσιμο σε αυτή την ανάλυση. xyxy=(659,953,832,1010)
section-rule xyxy=(839,1119,1189,1120)
section-rule xyxy=(251,489,645,490)
article-text: Το κείμενο της στήλης συνεχίζεται με πυκνή τυπογραφία στην πρωτότυπη σελίδα της εφημερίδας και δεν είναι αναγνώσιμο σε αυτή την ανάλυση. xyxy=(8,578,235,624)
article-columns xyxy=(1200,743,1563,939)
article-text: Το κείμενο της στήλης συνεχίζεται με πυκνή τυπογραφία στην πρωτότυπη σελίδα της εφημερίδας και δεν είναι αναγνώσιμο σε αυτή την ανάλυση. xyxy=(251,1174,444,1220)
article-text: Το κείμενο της στήλης συνεχίζεται με πυκνή τυπογραφία στην πρωτότυπη σελίδα της εφημερίδας και δεν είναι αναγνώσιμο σε αυτή την ανάλυση. xyxy=(8,1119,235,1164)
article-text: Το κείμενο της στήλης συνεχίζεται με πυκνή τυπογραφία στην πρωτότυπη σελίδα της εφημερίδας και δεν είναι αναγνώσιμο σε αυτή την ανάλυση. xyxy=(452,900,645,945)
article-text: Το κείμενο της στήλης συνεχίζεται με πυκνή τυπογραφία στην πρωτότυπη σελίδα της εφημερίδας και δεν είναι αναγνώσιμο σε αυτή την ανάλυση. xyxy=(452,348,645,393)
column-left xyxy=(8,8,235,2312)
column-right xyxy=(1200,8,1563,2312)
subhead-sinkings: ΤΟ ΣΥΜΒΟΥΛΙΟ ΤΗΣ ΕΥΡΩΠΗΣ xyxy=(1229,10,1349,35)
article-text: Το κείμενο της στήλης συνεχίζεται με πυκνή τυπογραφία στην πρωτότυπη σελίδα της εφημερίδας και δεν είναι αναγνώσιμο σε αυτή την ανάλυση. xyxy=(452,1174,645,1220)
subhead-eec-cyprus: ΑΛΛΑ ΓΙΑ ΛΙΓΑ ΠΡΟΪΟΝΤΑ ΚΑΙ ΕΠΙ ΔΥΟ ΜΟΝΟ ΧΡΟΝΙΑ xyxy=(1391,67,1558,87)
text-column xyxy=(452,1175,645,1443)
article-text: Το κείμενο της στήλης συνεχίζεται με πυκνή τυπογραφία στην πρωτότυπη σελίδα της εφημερίδας και δεν είναι αναγνώσιμο σε αυτή την ανάλυση. xyxy=(1386,179,1563,225)
headline-gold-price: Σέ άνοδο ή τιμή τοῦ χρυσοῦ ένῶ τοῦ δολλαρίου μειώθηκε έλαφρά στήν Εὐρώπη xyxy=(1203,577,1560,680)
article-text: Το κείμενο της στήλης συνεχίζεται με πυκνή τυπογραφία στην πρωτότυπη σελίδα της εφημερίδας και δεν είναι αναγνώσιμο σε αυτή την ανάλυση. xyxy=(8,76,235,121)
deck-eec: Όπως διαπιστώσαν οι υπουργοί εξωτερικών της ΕΟΚ. Βρίσκονται στη φάση λεπτομερούς εξετάσεως xyxy=(258,90,638,149)
temperature-range: 12—20 xyxy=(796,514,830,526)
article-text: Το κείμενο της στήλης συνεχίζεται με πυκνή τυπογραφία στην πρωτότυπη σελίδα της εφημερίδας και δεν είναι αναγνώσιμο σε αυτή την ανάλυση. xyxy=(8,915,235,961)
article-text: Το κείμενο της στήλης συνεχίζεται με πυκνή τυπογραφία στην πρωτότυπη σελίδα της εφημερίδας και δεν είναι αναγνώσιμο σε αυτή την ανάλυση. xyxy=(452,810,645,856)
text-column xyxy=(1200,743,1378,939)
article-text: Το κείμενο της στήλης συνεχίζεται με πυκνή τυπογραφία στην πρωτότυπη σελίδα της εφημερίδας και δεν είναι αναγνώσιμο σε αυτή την ανάλυση. xyxy=(839,816,1010,873)
headline-dei: ΑΠΟΡΡΙΦΘΗΚΕ ΠΡΟΣΦΥΓΗ ΤΗΣ ΔΕΗ xyxy=(19,965,225,992)
headline-ecevit: Ο Ετσεβίτ τόνισε στό Χαίηγκ πώς ή Τουρκία μέχρι τό Μάιο περιμένει άρση τοῦ έμπάρκο xyxy=(842,603,1186,697)
article-text: Το κείμενο της στήλης συνεχίζεται με πυκνή τυπογραφία στην πρωτότυπη σελίδα της εφημερίδας και δεν είναι αναγνώσιμο σε αυτή την ανάλυση. xyxy=(251,793,444,839)
temperature-range: 14—20 xyxy=(796,535,830,547)
text-column xyxy=(452,153,645,482)
subhead-denktash-proposal: ΠΡΟΤΑΣΗ ΤΟΥ ΝΤΕΝΚΤΑΣ xyxy=(1211,83,1367,97)
